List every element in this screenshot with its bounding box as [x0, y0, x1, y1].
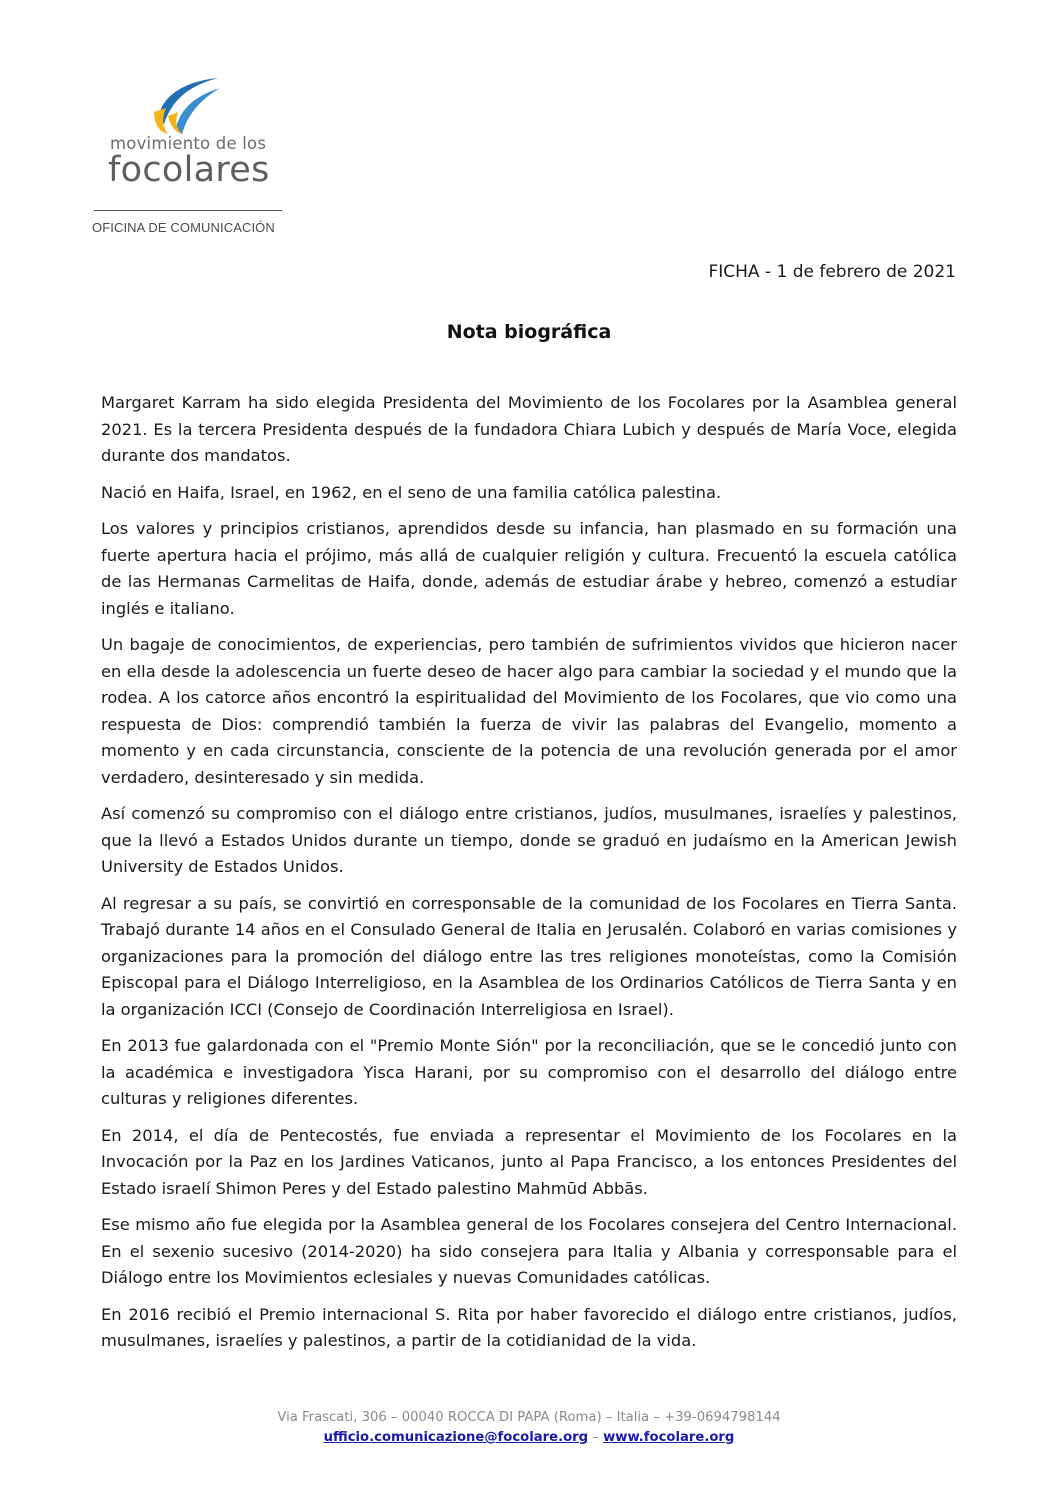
email-link[interactable]: ufficio.comunicazione@focolare.org [323, 1430, 589, 1445]
paragraph: Así comenzó su compromiso con el diálogo entre cristianos, judíos, musulmanes, israelíes y palestinos, que la llevó a Estados Unidos durante un tiempo, donde se graduó en judaísmo en la American Jewish University de Estados Unidos. [101, 804, 957, 876]
footer-links [0, 1428, 1058, 1448]
paragraph: En 2014, el día de Pentecostés, fue enviada a representar el Movimiento de los Focolares en la Invocación por la Paz en los Jardines Vaticanos, junto al Papa Francisco, a los entonces Presidentes del Estado israelí Shimon Peres y del Estado palestino Mahmūd Abbās. [101, 1125, 957, 1198]
website-link[interactable]: www.focolare.org [603, 1430, 735, 1445]
document-body [101, 390, 957, 1365]
office-label: OFICINA DE COMUNICACIÓN [92, 220, 275, 235]
focolares-swoosh-icon [148, 68, 223, 140]
paragraph: Un bagaje de conocimientos, de experiencias, pero también de sufrimientos vividos que hicieron nacer en ella desde la adolescencia un fuerte deseo de hacer algo para cambiar la sociedad y el mundo que la rodea. A los catorce años encontró la espiritualidad del Movimiento de los Focolares, que vio como una respuesta de Dios: comprendió también la fuerza de vivir las palabras del Evangelio, momento a momento y en cada circunstancia, consciente de la potencia de una revolución generada por el amor verdadero, desinteresado y sin medida. [101, 635, 957, 787]
paragraph: Los valores y principios cristianos, aprendidos desde su infancia, han plasmado en su formación una fuerte apertura hacia el prójimo, más allá de cualquier religión y cultura. Frecuentó la escuela católica de las Hermanas Carmelitas de Haifa, donde, además de estudiar árabe y hebreo, comenzó a estudiar inglés e italiano. [101, 519, 957, 618]
header-divider [94, 210, 282, 211]
paragraph: Margaret Karram ha sido elegida Presidenta del Movimiento de los Focolares por la Asamblea general 2021. Es la tercera Presidenta después de la fundadora Chiara Lubich y después de María Voce, elegida durante dos mandatos. [101, 393, 957, 465]
logo-text-line1: movimiento de los [110, 134, 267, 153]
paragraph: Nació en Haifa, Israel, en 1962, en el seno de una familia católica palestina. [101, 482, 722, 502]
page-footer [0, 1408, 1058, 1448]
paragraph: Al regresar a su país, se convirtió en corresponsable de la comunidad de los Focolares en Tierra Santa. Trabajó durante 14 años en el Consulado General de Italia en Jerusalén. Colaboró en varias comisiones y organizaciones para la promoción del diálogo entre las tres religiones monoteístas, como la Comisión Episcopal para el Diálogo Interreligioso, en la Asamblea de los Ordinarios Católicos de Tierra Santa y en la organización ICCI (Consejo de Coordinación Interreligiosa en Israel). [101, 893, 957, 1019]
paragraph: En 2013 fue galardonada con el "Premio Monte Sión" por la reconciliación, que se le concedió junto con la académica e investigadora Yisca Harani, por su compromiso con el desarrollo del diálogo entre culturas y religiones diferentes. [101, 1036, 957, 1108]
paragraph: Ese mismo año fue elegida por la Asamblea general de los Focolares consejera del Centro Internacional. En el sexenio sucesivo (2014-2020) ha sido consejera para Italia y Albania y corresponsable para el Diálogo entre los Movimientos eclesiales y nuevas Comunidades católicas. [101, 1215, 957, 1287]
paragraph: En 2016 recibió el Premio internacional S. Rita por haber favorecido el diálogo entre cristianos, judíos, musulmanes, israelíes y palestinos, a partir de la cotidianidad de la vida. [101, 1304, 957, 1350]
document-title: Nota biográfica [446, 321, 612, 343]
document-dateline: FICHA - 1 de febrero de 2021 [708, 262, 956, 282]
footer-address: Via Frascati, 306 – 00040 ROCCA DI PAPA (Roma) – Italia – +39-0694798144 [277, 1410, 781, 1425]
footer-separator: – [592, 1430, 604, 1445]
logo-text-line2: focolares [108, 150, 270, 190]
